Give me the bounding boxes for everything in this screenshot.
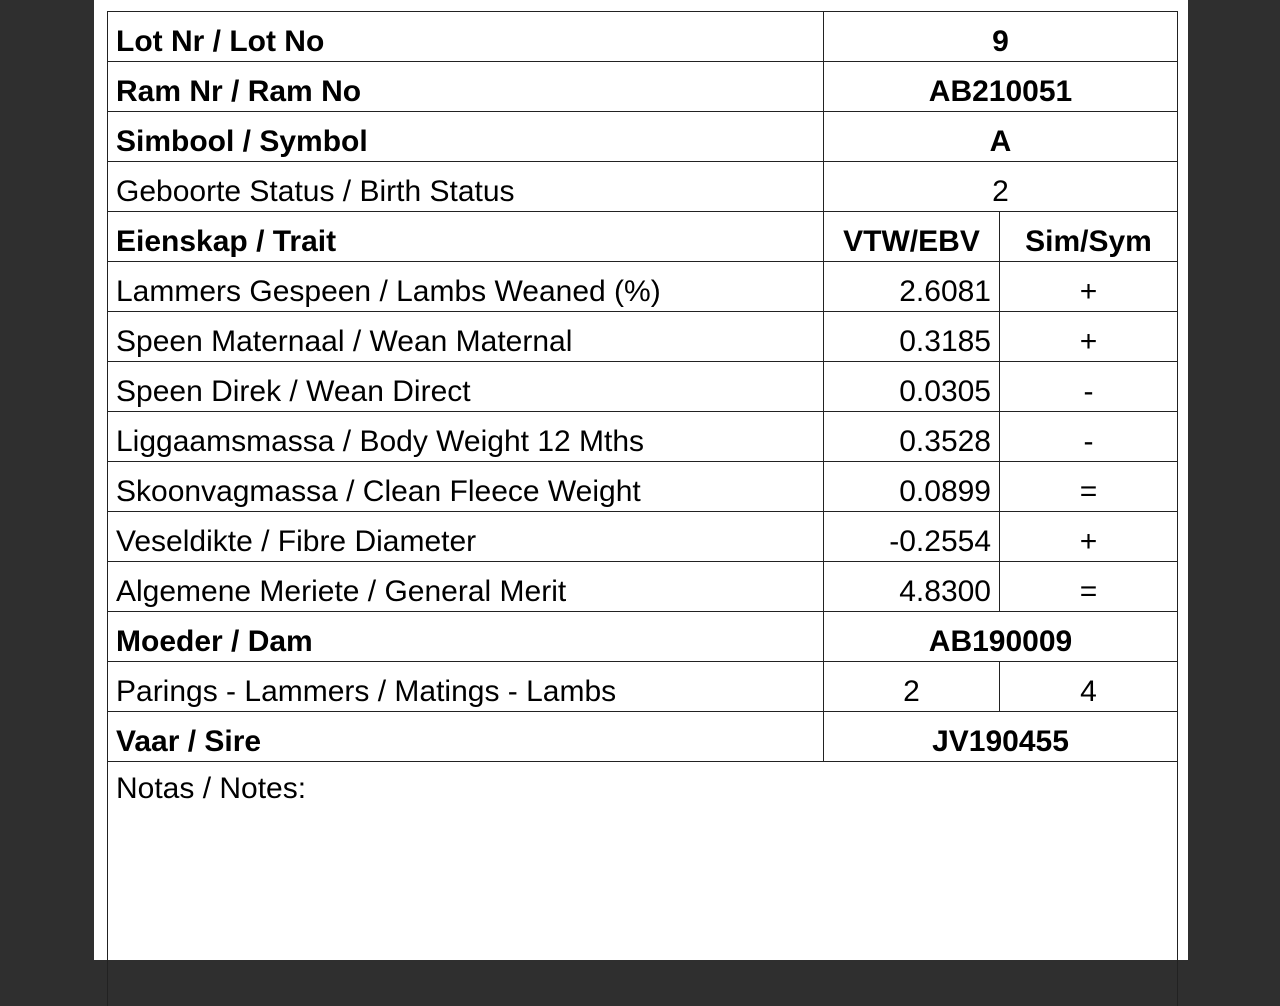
row-notes bbox=[108, 762, 1178, 1006]
trait-sym: = bbox=[1000, 462, 1178, 512]
trait-label: Speen Direk / Wean Direct bbox=[108, 362, 824, 412]
trait-ebv: -0.2554 bbox=[824, 512, 1000, 562]
trait-row bbox=[108, 312, 1178, 362]
row-ram bbox=[108, 62, 1178, 112]
sire-value: JV190455 bbox=[824, 712, 1178, 762]
lot-label: Lot Nr / Lot No bbox=[108, 12, 824, 62]
trait-ebv: 2.6081 bbox=[824, 262, 1000, 312]
trait-label: Skoonvagmassa / Clean Fleece Weight bbox=[108, 462, 824, 512]
trait-label: Speen Maternaal / Wean Maternal bbox=[108, 312, 824, 362]
row-matings bbox=[108, 662, 1178, 712]
trait-ebv: 0.0305 bbox=[824, 362, 1000, 412]
trait-ebv: 0.3528 bbox=[824, 412, 1000, 462]
row-symbol bbox=[108, 112, 1178, 162]
row-trait-header bbox=[108, 212, 1178, 262]
lambs-value: 4 bbox=[1000, 662, 1178, 712]
trait-ebv: 0.0899 bbox=[824, 462, 1000, 512]
trait-header-ebv: VTW/EBV bbox=[824, 212, 1000, 262]
ram-label: Ram Nr / Ram No bbox=[108, 62, 824, 112]
trait-row bbox=[108, 512, 1178, 562]
trait-sym: - bbox=[1000, 362, 1178, 412]
row-dam bbox=[108, 612, 1178, 662]
matings-label: Parings - Lammers / Matings - Lambs bbox=[108, 662, 824, 712]
trait-sym: = bbox=[1000, 562, 1178, 612]
trait-header-label: Eienskap / Trait bbox=[108, 212, 824, 262]
sire-label: Vaar / Sire bbox=[108, 712, 824, 762]
ram-info-table bbox=[107, 11, 1178, 1006]
row-sire bbox=[108, 712, 1178, 762]
trait-sym: - bbox=[1000, 412, 1178, 462]
notes-label: Notas / Notes: bbox=[108, 762, 1178, 1006]
ram-value: AB210051 bbox=[824, 62, 1178, 112]
trait-row bbox=[108, 562, 1178, 612]
trait-row bbox=[108, 262, 1178, 312]
lot-value: 9 bbox=[824, 12, 1178, 62]
dam-value: AB190009 bbox=[824, 612, 1178, 662]
trait-sym: + bbox=[1000, 312, 1178, 362]
trait-ebv: 4.8300 bbox=[824, 562, 1000, 612]
trait-label: Algemene Meriete / General Merit bbox=[108, 562, 824, 612]
trait-row bbox=[108, 412, 1178, 462]
birth-status-label: Geboorte Status / Birth Status bbox=[108, 162, 824, 212]
symbol-value: A bbox=[824, 112, 1178, 162]
trait-row bbox=[108, 362, 1178, 412]
matings-value: 2 bbox=[824, 662, 1000, 712]
trait-ebv: 0.3185 bbox=[824, 312, 1000, 362]
trait-label: Veseldikte / Fibre Diameter bbox=[108, 512, 824, 562]
symbol-label: Simbool / Symbol bbox=[108, 112, 824, 162]
trait-label: Lammers Gespeen / Lambs Weaned (%) bbox=[108, 262, 824, 312]
dam-label: Moeder / Dam bbox=[108, 612, 824, 662]
trait-sym: + bbox=[1000, 512, 1178, 562]
row-lot bbox=[108, 12, 1178, 62]
trait-header-sym: Sim/Sym bbox=[1000, 212, 1178, 262]
trait-sym: + bbox=[1000, 262, 1178, 312]
trait-label: Liggaamsmassa / Body Weight 12 Mths bbox=[108, 412, 824, 462]
row-birth-status bbox=[108, 162, 1178, 212]
birth-status-value: 2 bbox=[824, 162, 1178, 212]
trait-row bbox=[108, 462, 1178, 512]
